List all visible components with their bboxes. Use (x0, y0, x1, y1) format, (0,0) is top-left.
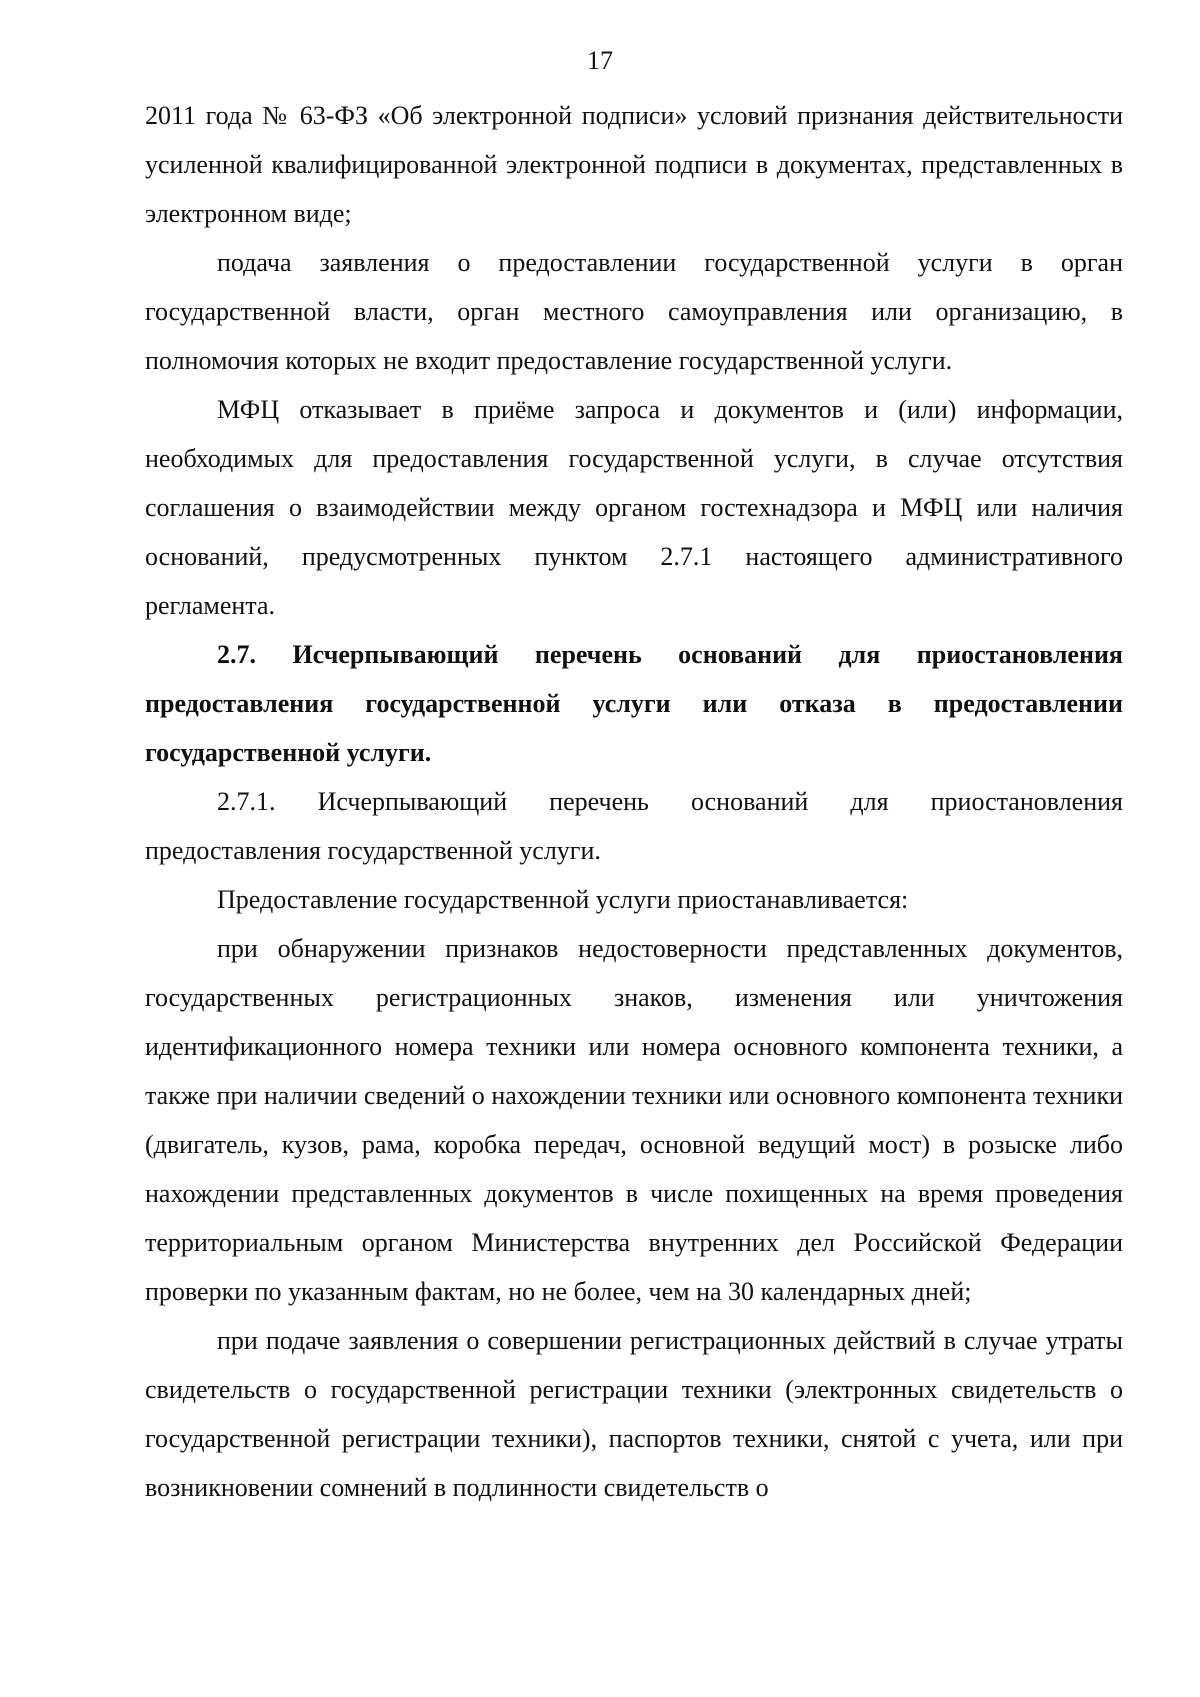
paragraph-suspension-documents: при обнаружении признаков недостоверности представленных документов, государственных регистрационных знаков, изменения или уничтожения идентификационного номера техники или номера основного компонента техники, а также при наличии сведений о нахождении техники или основного компонента техники (двигатель, кузов, рама, коробка передач, основной ведущий мост) в розыске либо нахождении представленных документов в числе похищенных на время проведения территориальным органом Министерства внутренних дел Российской Федерации проверки по указанным фактам, но не более, чем на 30 календарных дней; (145, 934, 1123, 1306)
paragraph-suspension-lost-certificates: при подаче заявления о совершении регистрационных действий в случае утраты свидетельств о государственной регистрации техники (электронных свидетельств о государственной регистрации техники), паспортов техники, снятой с учета, или при возникновении сомнений в подлинности свидетельств о (145, 1326, 1123, 1502)
paragraph-suspension-intro: Предоставление государственной услуги приостанавливается: (217, 885, 909, 914)
paragraph-mfc-refusal: МФЦ отказывает в приёме запроса и документов и (или) информации, необходимых для предоставления государственной услуги, в случае отсутствия соглашения о взаимодействии между органом гостехнадзора и МФЦ или наличия оснований, предусмотренных пунктом 2.7.1 настоящего административного регламента. (145, 395, 1123, 620)
page-number: 17 (587, 46, 613, 75)
section-heading-2-7: 2.7. Исчерпывающий перечень оснований для приостановления предоставления государственной услуги или отказа в предоставлении государственной услуги. (145, 640, 1123, 767)
document-body (145, 91, 1123, 1512)
paragraph-2-7-1: 2.7.1. Исчерпывающий перечень оснований для приостановления предоставления государственной услуги. (145, 787, 1123, 865)
paragraph-esignature-conditions: 2011 года № 63-ФЗ «Об электронной подписи» условий признания действительности усиленной квалифицированной электронной подписи в документах, представленных в электронном виде; (145, 101, 1123, 228)
paragraph-wrong-authority: подача заявления о предоставлении государственной услуги в орган государственной власти, орган местного самоуправления или организацию, в полномочия которых не входит предоставление государственной услуги. (145, 248, 1123, 375)
